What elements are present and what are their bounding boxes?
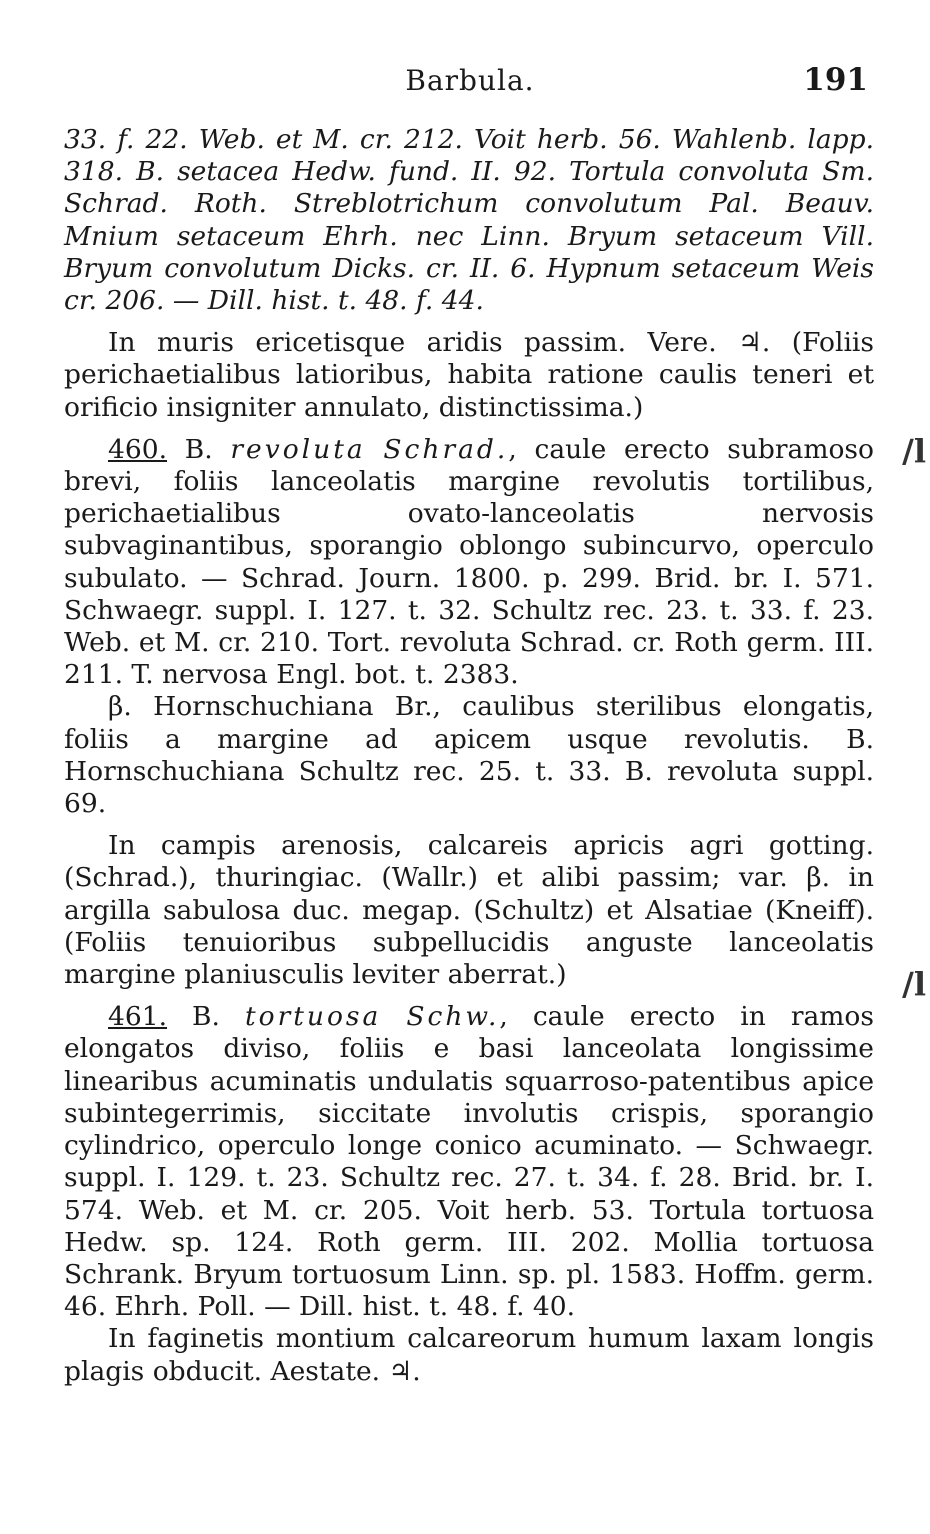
page-number: 191	[803, 62, 868, 98]
habitat-paragraph: In faginetis montium calcareorum humum laxam longis plagis obducit. Aestate. ♃.	[64, 1323, 874, 1387]
habitat-paragraph: In campis arenosis, calcareis apricis agri gotting. (Schrad.), thuringiac. (Wallr.) et alibi passim; var. β. in argilla sabulosa duc. megap. (Schultz) et Alsatiae (Kneiff). (Foliis tenuioribus subpellucidis anguste lanceolatis margine planiusculis leviter aberrat.)	[64, 830, 874, 991]
synonymy-continuation: 33. f. 22. Web. et M. cr. 212. Voit herb. 56. Wahlenb. lapp. 318. B. setacea Hedw. fund. II. 92. Tortula convoluta Sm. Schrad. Roth. Streblotrichum convolutum Pal. Beauv. Mnium setaceum Ehrh. nec Linn. Bryum setaceum Vill. Bryum convolutum Dicks. cr. II. 6. Hypnum setaceum Weis cr. 206. — Dill. hist. t. 48. f. 44.	[64, 124, 874, 317]
habitat-paragraph: In muris ericetisque aridis passim. Vere. ♃. (Foliis perichaetialibus latioribus, habita ratione caulis teneri et orificio insigniter annulato, distinctissima.)	[64, 327, 874, 423]
species-description: , caule erecto subramoso brevi, foliis lanceolatis margine revolutis tortilibus, perichaetialibus ovato-lanceolatis nervosis subvaginantibus, sporangio oblongo subincurvo, operculo subulato. — Schrad. Journ. 1800. p. 299. Brid. br. I. 571. Schwaegr. suppl. I. 127. t. 32. Schultz rec. 23. t. 33. f. 23. Web. et M. cr. 210. Tort. revoluta Schrad. cr. Roth germ. III. 211. T. nervosa Engl. bot. t. 2383.	[64, 433, 874, 691]
genus-abbrev: B.	[192, 1001, 220, 1033]
margin-mark: /l	[902, 965, 926, 1003]
page-header	[70, 62, 870, 102]
species-description: , caule erecto in ramos elongatos diviso, foliis e basi lanceolata longissime linearibus acuminatis undulatis squarroso-patentibus apice subintegerrimis, siccitate involutis crispis, sporangio cylindrico, operculo longe conico acuminato. — Schwaegr. suppl. I. 129. t. 23. Schultz rec. 27. t. 34. f. 28. Brid. br. I. 574. Web. et M. cr. 205. Voit herb. 53. Tortula tortuosa Hedw. sp. 124. Roth germ. III. 202. Mollia tortuosa Schrank. Bryum tortuosum Linn. sp. pl. 1583. Hoffm. germ. 46. Ehrh. Poll. — Dill. hist. t. 48. f. 40.	[64, 1001, 874, 1323]
species-author: Schrad.	[383, 433, 509, 465]
margin-mark: /l	[902, 432, 926, 470]
genus-abbrev: B.	[184, 433, 213, 465]
species-entry-460	[64, 434, 874, 692]
entry-number: 460.	[108, 433, 168, 465]
running-head: Barbula.	[405, 64, 535, 97]
species-entry-461	[64, 1001, 874, 1323]
species-name: tortuosa	[244, 1001, 382, 1033]
entry-number: 461.	[108, 1001, 168, 1033]
page-body	[64, 124, 874, 1388]
species-name: revoluta	[230, 433, 366, 465]
variety-paragraph: β. Hornschuchiana Br., caulibus sterilibus elongatis, foliis a margine ad apicem usque revolutis. B. Hornschuchiana Schultz rec. 25. t. 33. B. revoluta suppl. 69.	[64, 691, 874, 820]
species-author: Schw.	[406, 1001, 500, 1033]
